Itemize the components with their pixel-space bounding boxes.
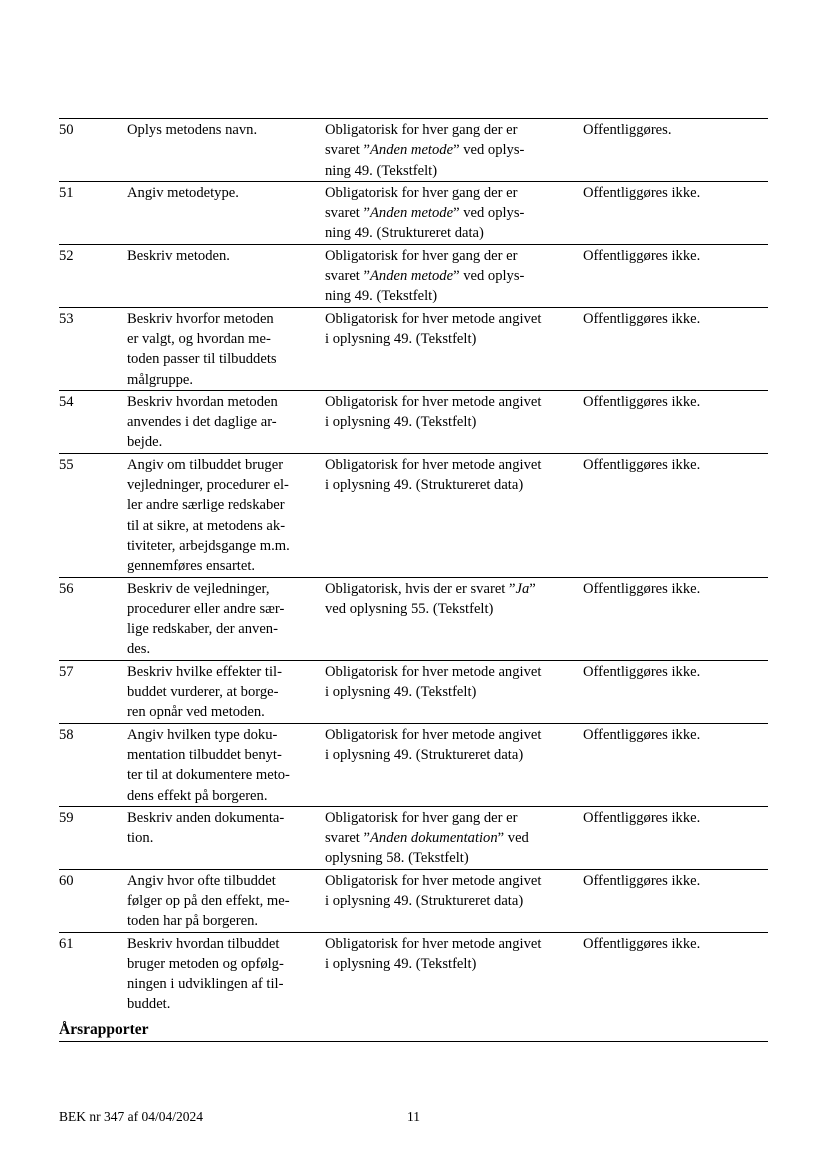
row-description: [127, 723, 325, 806]
row-requirement: [325, 307, 583, 390]
requirement-text: i oplysning 49. (Tekstfelt): [325, 955, 477, 972]
requirement-line: [325, 662, 579, 682]
page-number: 11: [407, 1109, 420, 1124]
table-row: [59, 806, 768, 869]
requirement-line: [325, 848, 579, 868]
row-number: 59: [59, 806, 127, 869]
row-description: [127, 390, 325, 453]
row-requirement: [325, 181, 583, 244]
requirement-text: Obligatorisk for hver metode angivet: [325, 935, 542, 952]
row-number: 51: [59, 181, 127, 244]
row-description: [127, 806, 325, 869]
description-line: ren opnår ved metoden.: [127, 704, 265, 721]
description-line: Beskriv hvordan metoden: [127, 393, 278, 410]
requirement-line: [325, 183, 579, 203]
description-line: Beskriv anden dokumenta-: [127, 809, 285, 826]
requirement-text: ning 49. (Tekstfelt): [325, 288, 438, 305]
row-publication-status: Offentliggøres ikke.: [583, 806, 768, 869]
row-description: [127, 932, 325, 1015]
requirement-italic-term: Anden metode: [369, 268, 454, 285]
requirement-text: Obligatorisk for hver metode angivet: [325, 310, 542, 327]
row-description: [127, 869, 325, 932]
row-requirement: [325, 723, 583, 806]
requirement-line: [325, 203, 579, 223]
requirement-italic-term: Anden dokumentation: [369, 830, 498, 847]
description-line: anvendes i det daglige ar-: [127, 414, 277, 431]
description-line: dens effekt på borgeren.: [127, 787, 268, 804]
requirement-line: [325, 745, 579, 765]
requirement-line: [325, 475, 579, 495]
requirement-text: ” ved oplys-: [453, 205, 525, 222]
requirement-line: [325, 140, 579, 160]
row-requirement: [325, 390, 583, 453]
table-row: [59, 244, 768, 307]
row-number: 60: [59, 869, 127, 932]
row-publication-status: Offentliggøres ikke.: [583, 932, 768, 1015]
row-requirement: [325, 453, 583, 577]
description-line: er valgt, og hvordan me-: [127, 330, 271, 347]
description-line: målgruppe.: [127, 371, 194, 388]
requirement-text: oplysning 58. (Tekstfelt): [325, 850, 469, 867]
requirement-line: [325, 934, 579, 954]
requirement-line: [325, 871, 579, 891]
requirement-text: Obligatorisk for hver metode angivet: [325, 456, 542, 473]
requirement-line: [325, 392, 579, 412]
requirement-line: [325, 120, 579, 140]
requirement-text: Obligatorisk for hver gang der er: [325, 184, 518, 201]
table-row: [59, 723, 768, 806]
row-publication-status: Offentliggøres ikke.: [583, 869, 768, 932]
row-requirement: [325, 119, 583, 182]
description-line: buddet vurderer, at borge-: [127, 684, 279, 701]
description-line: Angiv hvilken type doku-: [127, 726, 278, 743]
description-line: des.: [127, 641, 151, 658]
description-line: bejde.: [127, 434, 163, 451]
row-requirement: [325, 932, 583, 1015]
description-line: følger op på den effekt, me-: [127, 892, 290, 909]
row-number: 57: [59, 660, 127, 723]
row-number: 53: [59, 307, 127, 390]
requirement-line: [325, 266, 579, 286]
requirement-text: ning 49. (Tekstfelt): [325, 162, 438, 179]
row-publication-status: Offentliggøres ikke.: [583, 453, 768, 577]
row-requirement: [325, 660, 583, 723]
table-row: [59, 453, 768, 577]
requirement-line: [325, 808, 579, 828]
row-requirement: [325, 806, 583, 869]
description-line: Beskriv hvordan tilbuddet: [127, 935, 280, 952]
requirements-table: [59, 118, 768, 1015]
row-publication-status: Offentliggøres ikke.: [583, 390, 768, 453]
row-publication-status: Offentliggøres ikke.: [583, 181, 768, 244]
requirement-text: Obligatorisk for hver gang der er: [325, 122, 518, 138]
description-line: Oplys metodens navn.: [127, 122, 258, 138]
requirement-text: ved oplysning 55. (Tekstfelt): [325, 600, 494, 617]
requirement-text: Obligatorisk for hver gang der er: [325, 809, 518, 826]
requirement-text: svaret ”: [325, 205, 370, 222]
table-row: [59, 577, 768, 660]
row-publication-status: Offentliggøres ikke.: [583, 723, 768, 806]
row-description: [127, 453, 325, 577]
description-line: ler andre særlige redskaber: [127, 497, 285, 514]
requirement-line: [325, 891, 579, 911]
table-row: [59, 869, 768, 932]
description-line: ter til at dokumentere meto-: [127, 767, 290, 784]
description-line: tion.: [127, 830, 154, 847]
requirement-text: i oplysning 49. (Struktureret data): [325, 892, 524, 909]
row-number: 50: [59, 119, 127, 182]
description-line: Angiv hvor ofte tilbuddet: [127, 872, 276, 889]
requirement-text: ” ved oplys-: [453, 268, 525, 285]
requirement-text: svaret ”: [325, 830, 370, 847]
row-publication-status: Offentliggøres.: [583, 119, 768, 182]
requirement-line: [325, 954, 579, 974]
row-description: [127, 660, 325, 723]
description-line: bruger metoden og opfølg-: [127, 955, 284, 972]
requirement-line: [325, 828, 579, 848]
description-line: procedurer eller andre sær-: [127, 600, 285, 617]
description-line: mentation tilbuddet benyt-: [127, 746, 282, 763]
requirement-line: [325, 579, 579, 599]
requirement-line: [325, 682, 579, 702]
description-line: Beskriv hvilke effekter til-: [127, 663, 282, 680]
requirement-line: [325, 161, 579, 181]
row-description: [127, 577, 325, 660]
requirement-line: [325, 246, 579, 266]
description-line: buddet.: [127, 996, 171, 1013]
footer-document-reference: BEK nr 347 af 04/04/2024: [59, 1109, 203, 1124]
description-line: gennemføres ensartet.: [127, 558, 256, 575]
description-line: Angiv metodetype.: [127, 184, 239, 201]
table-row: [59, 932, 768, 1015]
requirement-text: Obligatorisk for hver gang der er: [325, 247, 518, 264]
requirement-italic-term: Anden metode: [369, 142, 454, 159]
table-row: [59, 181, 768, 244]
description-line: til at sikre, at metodens ak-: [127, 517, 286, 534]
row-publication-status: Offentliggøres ikke.: [583, 244, 768, 307]
requirement-line: [325, 412, 579, 432]
requirement-line: [325, 455, 579, 475]
description-line: Beskriv de vejledninger,: [127, 580, 270, 597]
requirement-text: Obligatorisk for hver metode angivet: [325, 663, 542, 680]
requirement-text: ” ved oplys-: [453, 142, 525, 159]
row-requirement: [325, 244, 583, 307]
row-number: 52: [59, 244, 127, 307]
description-line: toden passer til tilbuddets: [127, 351, 277, 368]
requirement-line: [325, 286, 579, 306]
table-row: [59, 660, 768, 723]
requirement-line: [325, 309, 579, 329]
section-heading: Årsrapporter: [59, 1019, 768, 1042]
description-line: Beskriv hvorfor metoden: [127, 310, 274, 327]
description-line: ningen i udviklingen af til-: [127, 976, 284, 993]
description-line: tiviteter, arbejdsgange m.m.: [127, 537, 290, 554]
requirement-text: ” ved: [497, 830, 529, 847]
row-publication-status: Offentliggøres ikke.: [583, 307, 768, 390]
row-requirement: [325, 577, 583, 660]
requirement-line: [325, 599, 579, 619]
row-number: 61: [59, 932, 127, 1015]
requirement-text: i oplysning 49. (Struktureret data): [325, 477, 524, 494]
table-body: [59, 119, 768, 1015]
row-number: 56: [59, 577, 127, 660]
description-line: Angiv om tilbuddet bruger: [127, 456, 284, 473]
requirement-line: [325, 223, 579, 243]
row-description: [127, 181, 325, 244]
requirement-text: i oplysning 49. (Struktureret data): [325, 746, 524, 763]
requirement-text: i oplysning 49. (Tekstfelt): [325, 684, 477, 701]
requirement-text: i oplysning 49. (Tekstfelt): [325, 414, 477, 431]
table-row: [59, 307, 768, 390]
requirement-text: i oplysning 49. (Tekstfelt): [325, 330, 477, 347]
requirement-text: Obligatorisk for hver metode angivet: [325, 872, 542, 889]
row-number: 54: [59, 390, 127, 453]
requirement-text: ”: [529, 580, 536, 597]
requirement-line: [325, 329, 579, 349]
row-number: 58: [59, 723, 127, 806]
row-description: [127, 307, 325, 390]
requirement-line: [325, 725, 579, 745]
description-line: Beskriv metoden.: [127, 247, 230, 264]
row-description: [127, 244, 325, 307]
requirement-italic-term: Anden metode: [369, 205, 454, 222]
row-description: [127, 119, 325, 182]
row-publication-status: Offentliggøres ikke.: [583, 577, 768, 660]
requirement-text: svaret ”: [325, 142, 370, 159]
row-number: 55: [59, 453, 127, 577]
requirement-text: svaret ”: [325, 268, 370, 285]
description-line: lige redskaber, der anven-: [127, 621, 278, 638]
requirement-text: Obligatorisk for hver metode angivet: [325, 393, 542, 410]
table-row: [59, 119, 768, 182]
requirement-italic-term: Ja: [515, 580, 530, 597]
row-publication-status: Offentliggøres ikke.: [583, 660, 768, 723]
table-row: [59, 390, 768, 453]
requirement-text: Obligatorisk for hver metode angivet: [325, 726, 542, 743]
description-line: toden har på borgeren.: [127, 913, 259, 930]
requirement-text: Obligatorisk, hvis der er svaret ”: [325, 580, 516, 597]
requirement-text: ning 49. (Struktureret data): [325, 225, 484, 242]
row-requirement: [325, 869, 583, 932]
description-line: vejledninger, procedurer el-: [127, 477, 289, 494]
